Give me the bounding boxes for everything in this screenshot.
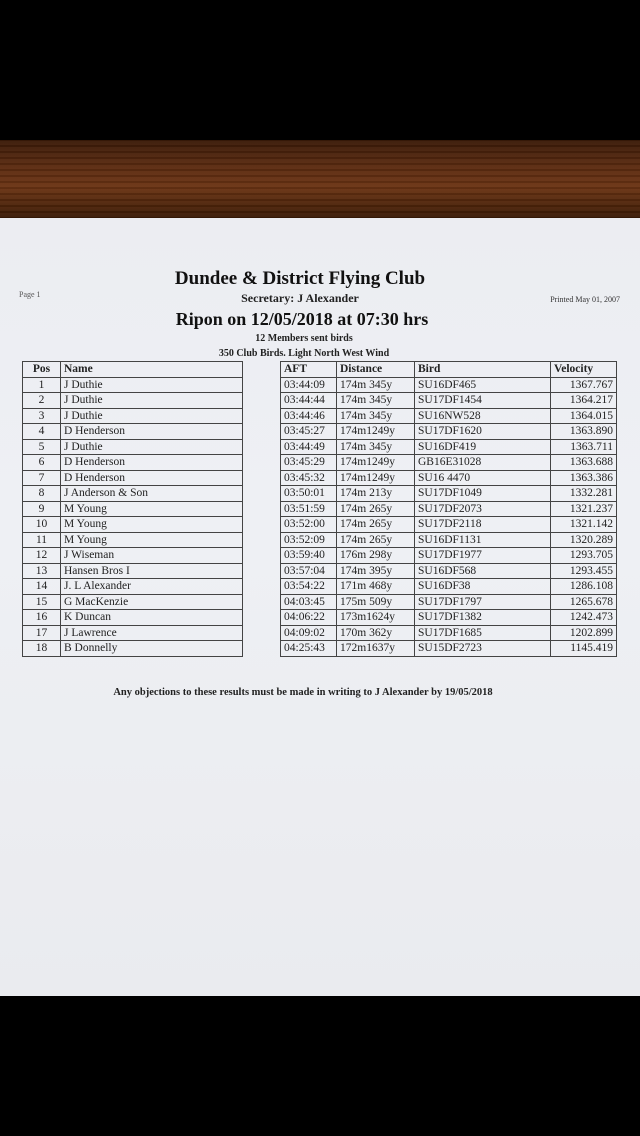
cell-name: M Young [61, 517, 243, 533]
table-row [23, 377, 617, 393]
cell-bird: SU15DF2723 [415, 641, 551, 657]
table-row [23, 625, 617, 641]
cell-aft: 03:51:59 [281, 501, 337, 517]
cell-distance: 174m 265y [337, 532, 415, 548]
cell-aft: 03:50:01 [281, 486, 337, 502]
cell-name: K Duncan [61, 610, 243, 626]
club-title: Dundee & District Flying Club [174, 268, 426, 289]
cell-pos: 14 [23, 579, 61, 595]
members-line: 12 Members sent birds [255, 333, 353, 344]
header-name: Name [61, 362, 243, 378]
table-row [23, 486, 617, 502]
cell-bird: SU16NW528 [415, 408, 551, 424]
table-row [23, 501, 617, 517]
table-row [23, 439, 617, 455]
cell-gap [243, 532, 281, 548]
cell-distance: 171m 468y [337, 579, 415, 595]
cell-distance: 175m 509y [337, 594, 415, 610]
cell-pos: 16 [23, 610, 61, 626]
cell-pos: 15 [23, 594, 61, 610]
objection-note: Any objections to these results must be made in writing to J Alexander by 19/05/2018 [113, 687, 493, 698]
cell-distance: 174m1249y [337, 424, 415, 440]
cell-bird: SU17DF1977 [415, 548, 551, 564]
table-row [23, 610, 617, 626]
cell-name: B Donnelly [61, 641, 243, 657]
cell-name: J Duthie [61, 439, 243, 455]
cell-name: D Henderson [61, 470, 243, 486]
cell-velocity: 1363.688 [551, 455, 617, 471]
results-table [22, 361, 617, 657]
cell-gap [243, 501, 281, 517]
cell-velocity: 1202.899 [551, 625, 617, 641]
cell-velocity: 1364.015 [551, 408, 617, 424]
cell-name: J Lawrence [61, 625, 243, 641]
cell-aft: 03:45:32 [281, 470, 337, 486]
table-row [23, 548, 617, 564]
cell-velocity: 1320.289 [551, 532, 617, 548]
page-number: Page 1 [19, 290, 41, 299]
cell-velocity: 1145.419 [551, 641, 617, 657]
table-row [23, 517, 617, 533]
cell-aft: 04:03:45 [281, 594, 337, 610]
cell-velocity: 1363.386 [551, 470, 617, 486]
cell-bird: SU17DF1685 [415, 625, 551, 641]
header-distance: Distance [337, 362, 415, 378]
cell-pos: 7 [23, 470, 61, 486]
cell-name: M Young [61, 501, 243, 517]
cell-distance: 174m 345y [337, 439, 415, 455]
cell-aft: 03:52:09 [281, 532, 337, 548]
cell-bird: SU16 4470 [415, 470, 551, 486]
cell-aft: 03:45:27 [281, 424, 337, 440]
cell-distance: 174m1249y [337, 470, 415, 486]
cell-bird: SU16DF38 [415, 579, 551, 595]
cell-name: J Anderson & Son [61, 486, 243, 502]
cell-velocity: 1321.237 [551, 501, 617, 517]
cell-pos: 1 [23, 377, 61, 393]
cell-distance: 174m 395y [337, 563, 415, 579]
cell-gap [243, 548, 281, 564]
cell-name: J Duthie [61, 377, 243, 393]
cell-aft: 04:06:22 [281, 610, 337, 626]
cell-pos: 3 [23, 408, 61, 424]
cell-gap [243, 455, 281, 471]
cell-pos: 10 [23, 517, 61, 533]
cell-name: J Duthie [61, 408, 243, 424]
cell-distance: 174m 213y [337, 486, 415, 502]
cell-distance: 174m1249y [337, 455, 415, 471]
cell-name: G MacKenzie [61, 594, 243, 610]
cell-velocity: 1242.473 [551, 610, 617, 626]
header-pos: Pos [23, 362, 61, 378]
cell-distance: 173m1624y [337, 610, 415, 626]
cell-gap [243, 408, 281, 424]
cell-velocity: 1332.281 [551, 486, 617, 502]
cell-pos: 4 [23, 424, 61, 440]
cell-aft: 03:44:46 [281, 408, 337, 424]
cell-pos: 13 [23, 563, 61, 579]
cell-velocity: 1293.455 [551, 563, 617, 579]
cell-pos: 2 [23, 393, 61, 409]
cell-gap [243, 486, 281, 502]
cell-aft: 04:09:02 [281, 625, 337, 641]
cell-bird: SU17DF1620 [415, 424, 551, 440]
cell-bird: SU17DF1382 [415, 610, 551, 626]
header-bird: Bird [415, 362, 551, 378]
cell-name: J. L Alexander [61, 579, 243, 595]
cell-bird: SU17DF1049 [415, 486, 551, 502]
cell-name: J Wiseman [61, 548, 243, 564]
conditions-line: 350 Club Birds. Light North West Wind [218, 348, 390, 359]
cell-aft: 03:44:44 [281, 393, 337, 409]
cell-aft: 03:44:49 [281, 439, 337, 455]
cell-name: Hansen Bros I [61, 563, 243, 579]
cell-velocity: 1265.678 [551, 594, 617, 610]
cell-velocity: 1363.711 [551, 439, 617, 455]
cell-name: J Duthie [61, 393, 243, 409]
cell-pos: 17 [23, 625, 61, 641]
cell-bird: SU16DF568 [415, 563, 551, 579]
cell-distance: 170m 362y [337, 625, 415, 641]
cell-distance: 176m 298y [337, 548, 415, 564]
table-row [23, 408, 617, 424]
table-row [23, 393, 617, 409]
cell-bird: SU17DF2073 [415, 501, 551, 517]
cell-aft: 03:45:29 [281, 455, 337, 471]
cell-name: D Henderson [61, 455, 243, 471]
cell-pos: 18 [23, 641, 61, 657]
header-velocity: Velocity [551, 362, 617, 378]
cell-pos: 12 [23, 548, 61, 564]
cell-bird: SU17DF2118 [415, 517, 551, 533]
table-row [23, 563, 617, 579]
race-heading: Ripon on 12/05/2018 at 07:30 hrs [175, 309, 429, 329]
cell-gap [243, 517, 281, 533]
cell-pos: 6 [23, 455, 61, 471]
cell-velocity: 1286.108 [551, 579, 617, 595]
cell-gap [243, 439, 281, 455]
table-header-row [23, 362, 617, 378]
cell-gap [243, 579, 281, 595]
cell-distance: 174m 345y [337, 408, 415, 424]
cell-distance: 174m 345y [337, 377, 415, 393]
cell-name: M Young [61, 532, 243, 548]
cell-distance: 174m 265y [337, 501, 415, 517]
cell-aft: 04:25:43 [281, 641, 337, 657]
cell-distance: 172m1637y [337, 641, 415, 657]
cell-velocity: 1321.142 [551, 517, 617, 533]
printed-date: Printed May 01, 2007 [550, 295, 620, 304]
cell-aft: 03:52:00 [281, 517, 337, 533]
cell-bird: SU17DF1797 [415, 594, 551, 610]
table-row [23, 594, 617, 610]
header-aft: AFT [281, 362, 337, 378]
table-row [23, 455, 617, 471]
cell-name: D Henderson [61, 424, 243, 440]
cell-pos: 11 [23, 532, 61, 548]
cell-pos: 5 [23, 439, 61, 455]
cell-aft: 03:54:22 [281, 579, 337, 595]
cell-aft: 03:59:40 [281, 548, 337, 564]
cell-velocity: 1293.705 [551, 548, 617, 564]
secretary-line: Secretary: J Alexander [241, 291, 359, 305]
cell-bird: SU17DF1454 [415, 393, 551, 409]
cell-gap [243, 641, 281, 657]
cell-bird: SU16DF1131 [415, 532, 551, 548]
table-row [23, 470, 617, 486]
cell-gap [243, 594, 281, 610]
cell-gap [243, 393, 281, 409]
cell-gap [243, 470, 281, 486]
cell-bird: SU16DF419 [415, 439, 551, 455]
cell-gap [243, 377, 281, 393]
table-row [23, 532, 617, 548]
cell-gap [243, 625, 281, 641]
cell-gap [243, 610, 281, 626]
cell-gap [243, 563, 281, 579]
table-row [23, 579, 617, 595]
cell-aft: 03:44:09 [281, 377, 337, 393]
cell-bird: SU16DF465 [415, 377, 551, 393]
cell-distance: 174m 265y [337, 517, 415, 533]
header-gap [243, 362, 281, 378]
cell-velocity: 1367.767 [551, 377, 617, 393]
cell-pos: 8 [23, 486, 61, 502]
cell-bird: GB16E31028 [415, 455, 551, 471]
wood-table-background [0, 140, 640, 225]
cell-distance: 174m 345y [337, 393, 415, 409]
cell-velocity: 1364.217 [551, 393, 617, 409]
cell-velocity: 1363.890 [551, 424, 617, 440]
cell-pos: 9 [23, 501, 61, 517]
cell-aft: 03:57:04 [281, 563, 337, 579]
cell-gap [243, 424, 281, 440]
table-row [23, 641, 617, 657]
table-row [23, 424, 617, 440]
